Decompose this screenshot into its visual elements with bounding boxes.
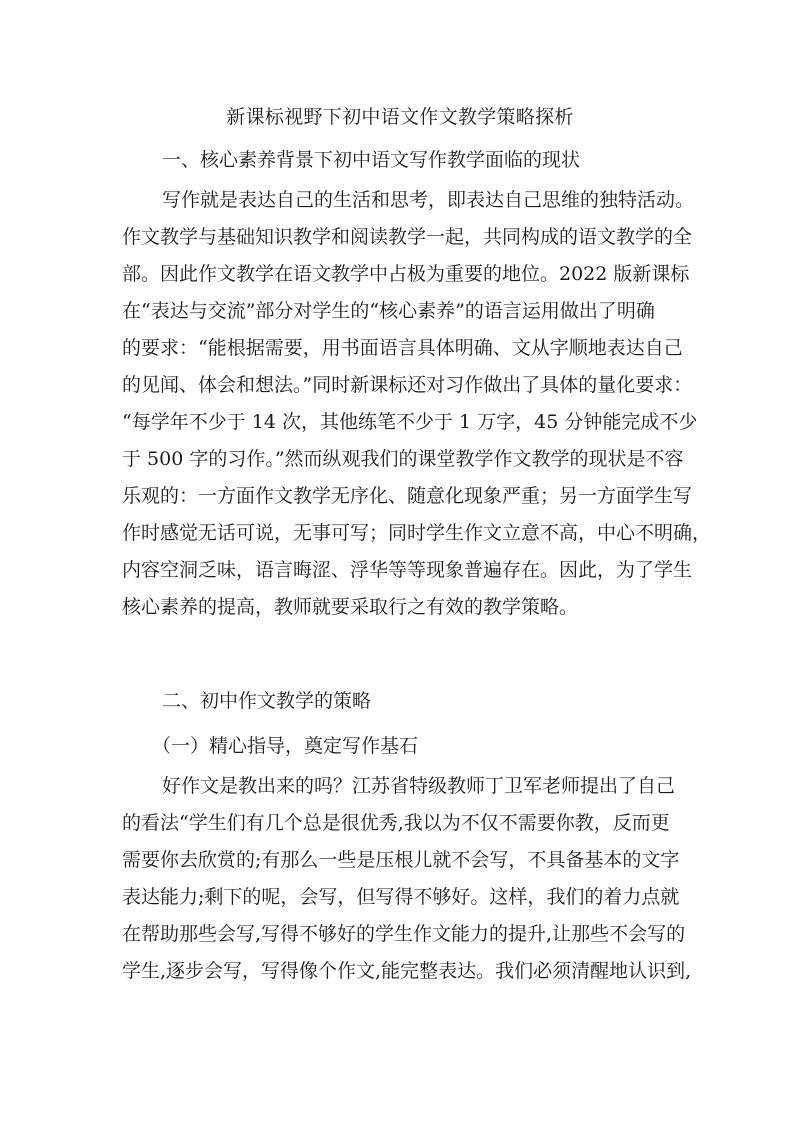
section-heading-1: 一、核心素养背景下初中语文写作教学面临的现状 [162,149,581,171]
paragraph-2 [122,768,692,990]
paragraph-line: 核心素养的提高，教师就要采取行之有效的教学策略。 [122,596,579,618]
paragraph-line: 学生,逐步会写，写得像个作文,能完整表达。我们必须清醒地认识到, [122,960,692,982]
paragraph-line: 好作文是教出来的吗？江苏省特级教师丁卫军老师提出了自己 [162,775,676,797]
paragraph-line: 写作就是表达自己的生活和思考，即表达自己思维的独特活动。 [162,189,695,211]
paragraph-line: 部。因此作文教学在语文教学中占极为重要的地位。2022 版新课标 [122,263,690,285]
paragraph-line: 的看法“学生们有几个总是很优秀,我以为不仅不需要你教，反而更 [122,812,670,834]
paragraph-line: 的要求：“能根据需要，用书面语言具体明确、文从字顺地表达自己 [122,337,683,359]
paragraph-1 [122,182,712,626]
document-title: 新课标视野下初中语文作文教学策略探析 [226,106,574,128]
paragraph-line: 的见闻、体会和想法。”同时新课标还对习作做出了具体的量化要求： [122,374,693,396]
paragraph-line: 表达能力;剩下的呢，会写，但写得不够好。这样，我们的着力点就 [122,886,680,908]
paragraph-line: 在“表达与交流”部分对学生的“核心素养”的语言运用做出了明确 [122,300,655,322]
section-heading-2: 二、初中作文教学的策略 [162,690,372,712]
paragraph-line: 内容空洞乏味，语言晦涩、浮华等等现象普遍存在。因此，为了学生 [122,559,693,581]
paragraph-line: 需要你去欣赏的;有那么一些是压根儿就不会写，不具备基本的文字 [122,849,680,871]
paragraph-line: 于 500 字的习作。”然而纵观我们的课堂教学作文教学的现状是不容 [122,448,684,470]
paragraph-line: 在帮助那些会写,写得不够好的学生作文能力的提升,让那些不会写的 [122,923,686,945]
paragraph-line: 作文教学与基础知识教学和阅读教学一起，共同构成的语文教学的全 [122,226,693,248]
paragraph-line: “每学年不少于 14 次，其他练笔不少于 1 万字，45 分钟能完成不少 [122,411,698,433]
subsection-heading-1: （一）精心指导，奠定写作基石 [152,735,419,757]
paragraph-line: 作时感觉无话可说，无事可写；同时学生作文立意不高，中心不明确， [122,522,712,544]
paragraph-line: 乐观的：一方面作文教学无序化、随意化现象严重；另一方面学生写 [122,485,693,507]
